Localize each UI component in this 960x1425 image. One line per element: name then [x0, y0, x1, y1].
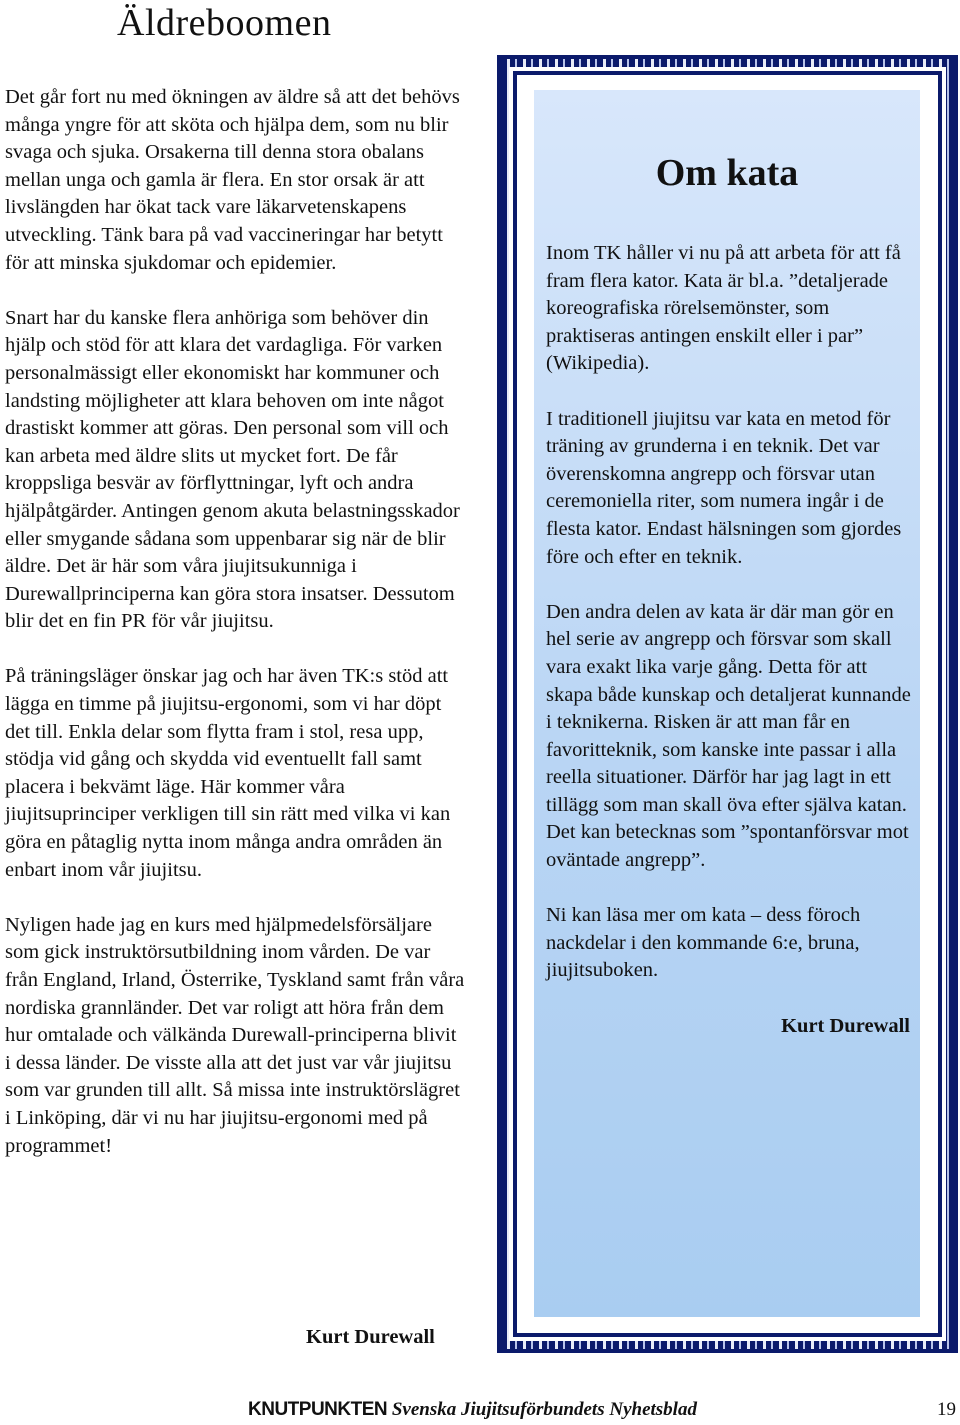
sidebar-paragraph: Ni kan läsa mer om kata – dess föroch nackdelar i den kommande 6:e, bruna, jiujitsuboken.: [546, 904, 861, 982]
article-paragraph: På träningsläger önskar jag och har även TK:s stöd att lägga en timme på jiujitsu-ergonomi, som vi har döpt det till. Enkla delar som flytta fram i stol, resa upp, stödja vid gång och skydda vid eventuellt fall samt placera i bekvämt läge. Här kommer våra jiujitsuprinciper verkligen till sin rätt med vilka vi kan göra en påtaglig nytta inom många andra områden än enbart inom vår jiujitsu.: [5, 665, 451, 881]
article-paragraph: Det går fort nu med ökningen av äldre så att det behövs många yngre för att sköta och hjälpa dem, som nu blir svaga och sjuka. Orsakerna till denna stora obalans mellan unga och gamla är flera. En stor orsak är att livslängden har ökat tack vare läkarvetenskapens utveckling. Tänk bara på vad vaccineringar har betytt för att minska sjukdomar och epidemier.: [5, 86, 460, 274]
page-number: 19: [937, 1399, 956, 1420]
article-paragraph: Nyligen hade jag en kurs med hjälpmedelsförsäljare som gick instruktörsutbildning inom vården. De var från England, Irland, Österrike, Tyskland samt från våra nordiska grannländer. Det var roligt att höra från dem hur omtalade och välkända Durewall-principerna blivit i dessa länder. De visste alla att det just var vår jiujitsu som var grunden till allt. Så missa inte instruktörslägret i Linköping, där vi nu har jiujitsu-ergonomi med på programmet!: [5, 913, 465, 1157]
footer: [248, 1397, 697, 1423]
article-paragraph: Snart har du kanske flera anhöriga som behöver din hjälp och stöd för att klara det vardagliga. För varken personalmässigt eller ekonomiskt har kommuner och landsting möjligheter att klara behoven om inte något drastiskt kommer att göras. Den personal som vill och kan arbeta med äldre slits ut mycket fort. De får kroppsliga besvär av förflyttningar, lyft och andra hjälpåtgärder. Antingen genom akuta belastningsskador eller smygande sådana som uppenbarar sig när de blir äldre. Det är här som våra jiujitsukunniga i Durewallprinciperna kan göra stora insatser. Dessutom blir det en fin PR för vår jiujitsu.: [5, 306, 460, 633]
sidebar-box: [534, 90, 920, 1317]
sidebar-paragraph: Den andra delen av kata är där man gör en hel serie av angrepp och försvar som skall vara exakt lika varje gång. Detta för att skapa både kunskap och detaljerat kunnande i teknikerna. Risken är att man får en favoritteknik, som kanske inte passar i alla reella situationer. Därför har jag lagt in ett tillägg som man skall öva efter själva katan. Det kan betecknas som ”spontanförsvar mot oväntade angrepp”.: [546, 600, 911, 872]
sidebar-ornamental-border: [497, 55, 958, 1353]
sidebar-body: [546, 240, 914, 1040]
article-author: Kurt Durewall: [306, 1326, 435, 1348]
newsletter-logo: KNUTPUNKTEN: [248, 1399, 388, 1420]
page-title: Äldreboomen: [117, 2, 332, 44]
sidebar-paragraph: I traditionell jiujitsu var kata en metod för träning av grunderna i en teknik. Det var överenskomna angrepp och försvar utan ceremoniella riter, som numera ingår i de flesta kator. Endast hälsningen som gjordes före och efter en teknik.: [546, 407, 902, 568]
sidebar-title: Om kata: [655, 152, 799, 194]
sidebar-author: Kurt Durewall: [781, 1014, 910, 1037]
sidebar-paragraph: Inom TK håller vi nu på att arbeta för att få fram flera kator. Kata är bl.a. ”detaljerade koreografiska rörelsemönster, som praktiseras antingen enskilt eller i par” (Wikipedia).: [546, 242, 901, 375]
article-body: [5, 84, 465, 1160]
newsletter-subtitle: Svenska Jiujitsuförbundets Nyhetsblad: [391, 1399, 697, 1420]
